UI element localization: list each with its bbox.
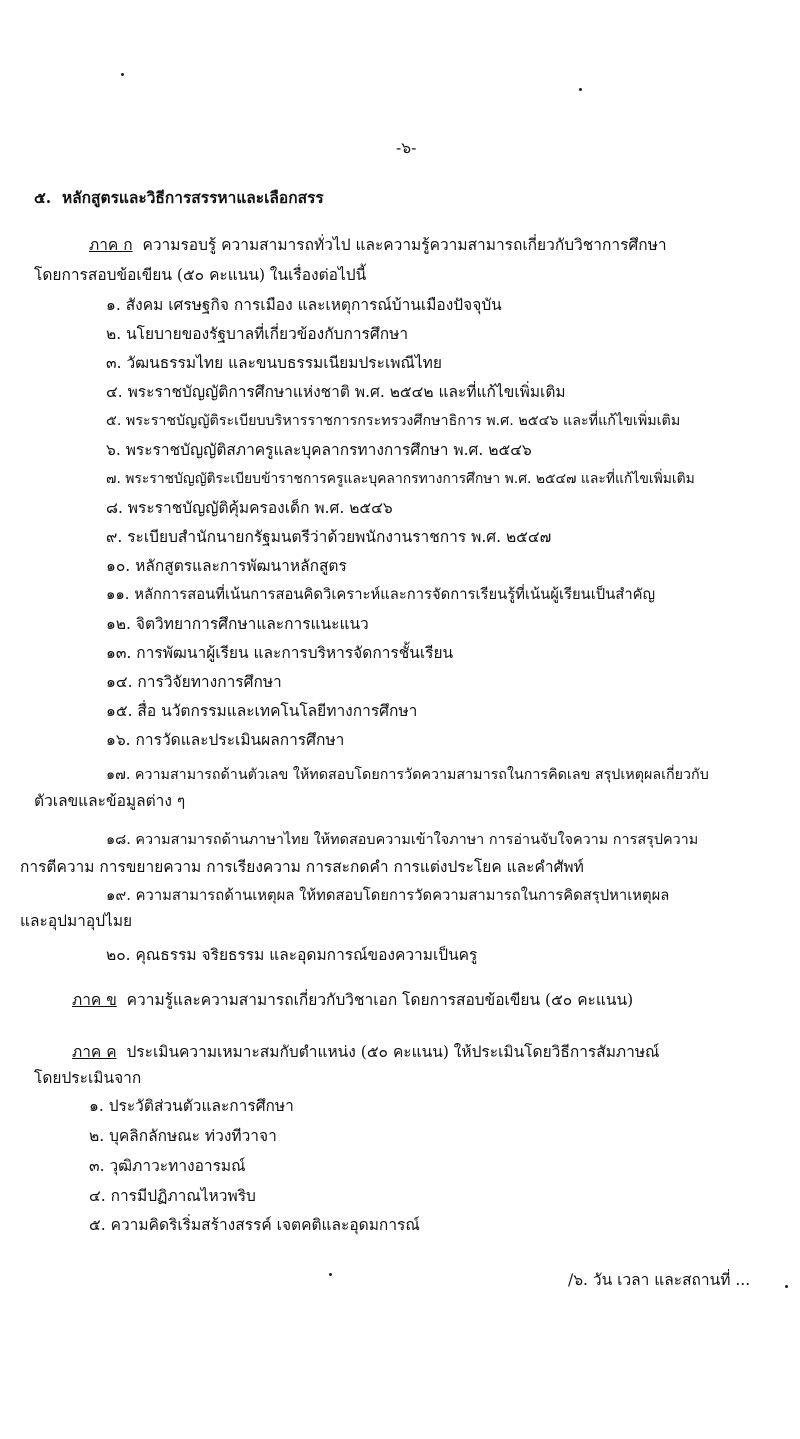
list-item: ๓. วุฒิภาวะทางอารมณ์ [89, 1157, 246, 1175]
list-item: ๑๕. สื่อ นวัตกรรมและเทคโนโลยีทางการศึกษา [106, 702, 418, 720]
list-item: ๒๐. คุณธรรม จริยธรรม และอุดมการณ์ของความเป็นครู [106, 946, 478, 964]
list-item-continued: ตัวเลขและข้อมูลต่าง ๆ [34, 792, 186, 810]
list-item: ๑. ประวัติส่วนตัวและการศึกษา [89, 1097, 294, 1115]
section-heading [34, 188, 324, 208]
scan-speck [329, 1273, 332, 1276]
list-item: ๑. สังคม เศรษฐกิจ การเมือง และเหตุการณ์บ้านเมืองปัจจุบัน [106, 296, 502, 314]
list-item: ๑๒. จิตวิทยาการศึกษาและการแนะแนว [106, 615, 369, 633]
part-b-label: ภาค ข [72, 991, 117, 1009]
continuation-note: /๖. วัน เวลา และสถานที่ ... [568, 1271, 751, 1289]
list-item: ๕. ความคิดริเริ่มสร้างสรรค์ เจตคติและอุดมการณ์ [89, 1216, 420, 1234]
scan-speck [121, 73, 124, 76]
list-item: ๑๐. หลักสูตรและการพัฒนาหลักสูตร [106, 557, 347, 575]
list-item: ๓. วัฒนธรรมไทย และขนบธรรมเนียมประเพณีไทย [106, 354, 442, 372]
list-item: ๑๔. การวิจัยทางการศึกษา [106, 673, 282, 691]
section-number: ๕. [34, 188, 52, 207]
part-b [72, 990, 633, 1010]
list-item-continued: และอุปมาอุปไมย [20, 912, 133, 930]
list-item: ๒. นโยบายของรัฐบาลที่เกี่ยวข้องกับการศึกษา [106, 325, 409, 343]
part-a-intro-continued: โดยการสอบข้อเขียน (๕๐ คะแนน) ในเรื่องต่อไปนี้ [34, 266, 367, 284]
list-item-continued: การตีความ การขยายความ การเรียงความ การสะกดคำ การแต่งประโยค และคำศัพท์ [20, 858, 584, 876]
scan-speck [785, 1285, 788, 1288]
part-c-label: ภาค ค [72, 1043, 117, 1061]
list-item: ๑๘. ความสามารถด้านภาษาไทย ให้ทดสอบความเข้าใจภาษา การอ่านจับใจความ การสรุปความ [106, 832, 699, 848]
list-item: ๔. การมีปฏิภาณไหวพริบ [89, 1187, 256, 1205]
list-item: ๑๙. ความสามารถด้านเหตุผล ให้ทดสอบโดยการวัดความสามารถในการคิดสรุปหาเหตุผล [106, 887, 670, 904]
part-a-intro [89, 235, 667, 255]
list-item: ๙. ระเบียบสำนักนายกรัฐมนตรีว่าด้วยพนักงานราชการ พ.ศ. ๒๕๔๗ [106, 528, 552, 546]
part-c-continued: โดยประเมินจาก [34, 1069, 142, 1087]
part-a-intro-text: ความรอบรู้ ความสามารถทั่วไป และความรู้ความสามารถเกี่ยวกับวิชาการศึกษา [142, 236, 667, 254]
part-c-text: ประเมินความเหมาะสมกับตำแหน่ง (๕๐ คะแนน) ให้ประเมินโดยวิธีการสัมภาษณ์ [126, 1043, 660, 1061]
part-b-text: ความรู้และความสามารถเกี่ยวกับวิชาเอก โดยการสอบข้อเขียน (๕๐ คะแนน) [126, 991, 634, 1009]
part-a-label: ภาค ก [89, 236, 133, 254]
list-item: ๕. พระราชบัญญัติระเบียบบริหารราชการกระทรวงศึกษาธิการ พ.ศ. ๒๕๔๖ และที่แก้ไขเพิ่มเติม [106, 413, 681, 429]
page-number: -๖- [396, 139, 417, 157]
scan-speck [579, 88, 582, 91]
list-item: ๖. พระราชบัญญัติสภาครูและบุคลากรทางการศึกษา พ.ศ. ๒๕๔๖ [106, 441, 532, 459]
list-item: ๗. พระราชบัญญัติระเบียบข้าราชการครูและบุคลากรทางการศึกษา พ.ศ. ๒๕๔๗ และที่แก้ไขเพิ่มเติม [106, 471, 695, 487]
list-item: ๑๑. หลักการสอนที่เน้นการสอนคิดวิเคราะห์และการจัดการเรียนรู้ที่เน้นผู้เรียนเป็นสำคัญ [106, 586, 656, 603]
list-item: ๔. พระราชบัญญัติการศึกษาแห่งชาติ พ.ศ. ๒๕๔๒ และที่แก้ไขเพิ่มเติม [106, 383, 566, 401]
list-item: ๒. บุคลิกลักษณะ ท่วงทีวาจา [89, 1127, 277, 1145]
list-item: ๑๗. ความสามารถด้านตัวเลข ให้ทดสอบโดยการวัดความสามารถในการคิดเลข สรุปเหตุผลเกี่ยวกับ [106, 767, 709, 783]
list-item: ๑๖. การวัดและประเมินผลการศึกษา [106, 731, 345, 749]
list-item: ๘. พระราชบัญญัติคุ้มครองเด็ก พ.ศ. ๒๕๔๖ [106, 499, 393, 517]
list-item: ๑๓. การพัฒนาผู้เรียน และการบริหารจัดการชั้นเรียน [106, 644, 454, 662]
section-title: หลักสูตรและวิธีการสรรหาและเลือกสรร [61, 188, 324, 207]
part-c [72, 1042, 659, 1062]
